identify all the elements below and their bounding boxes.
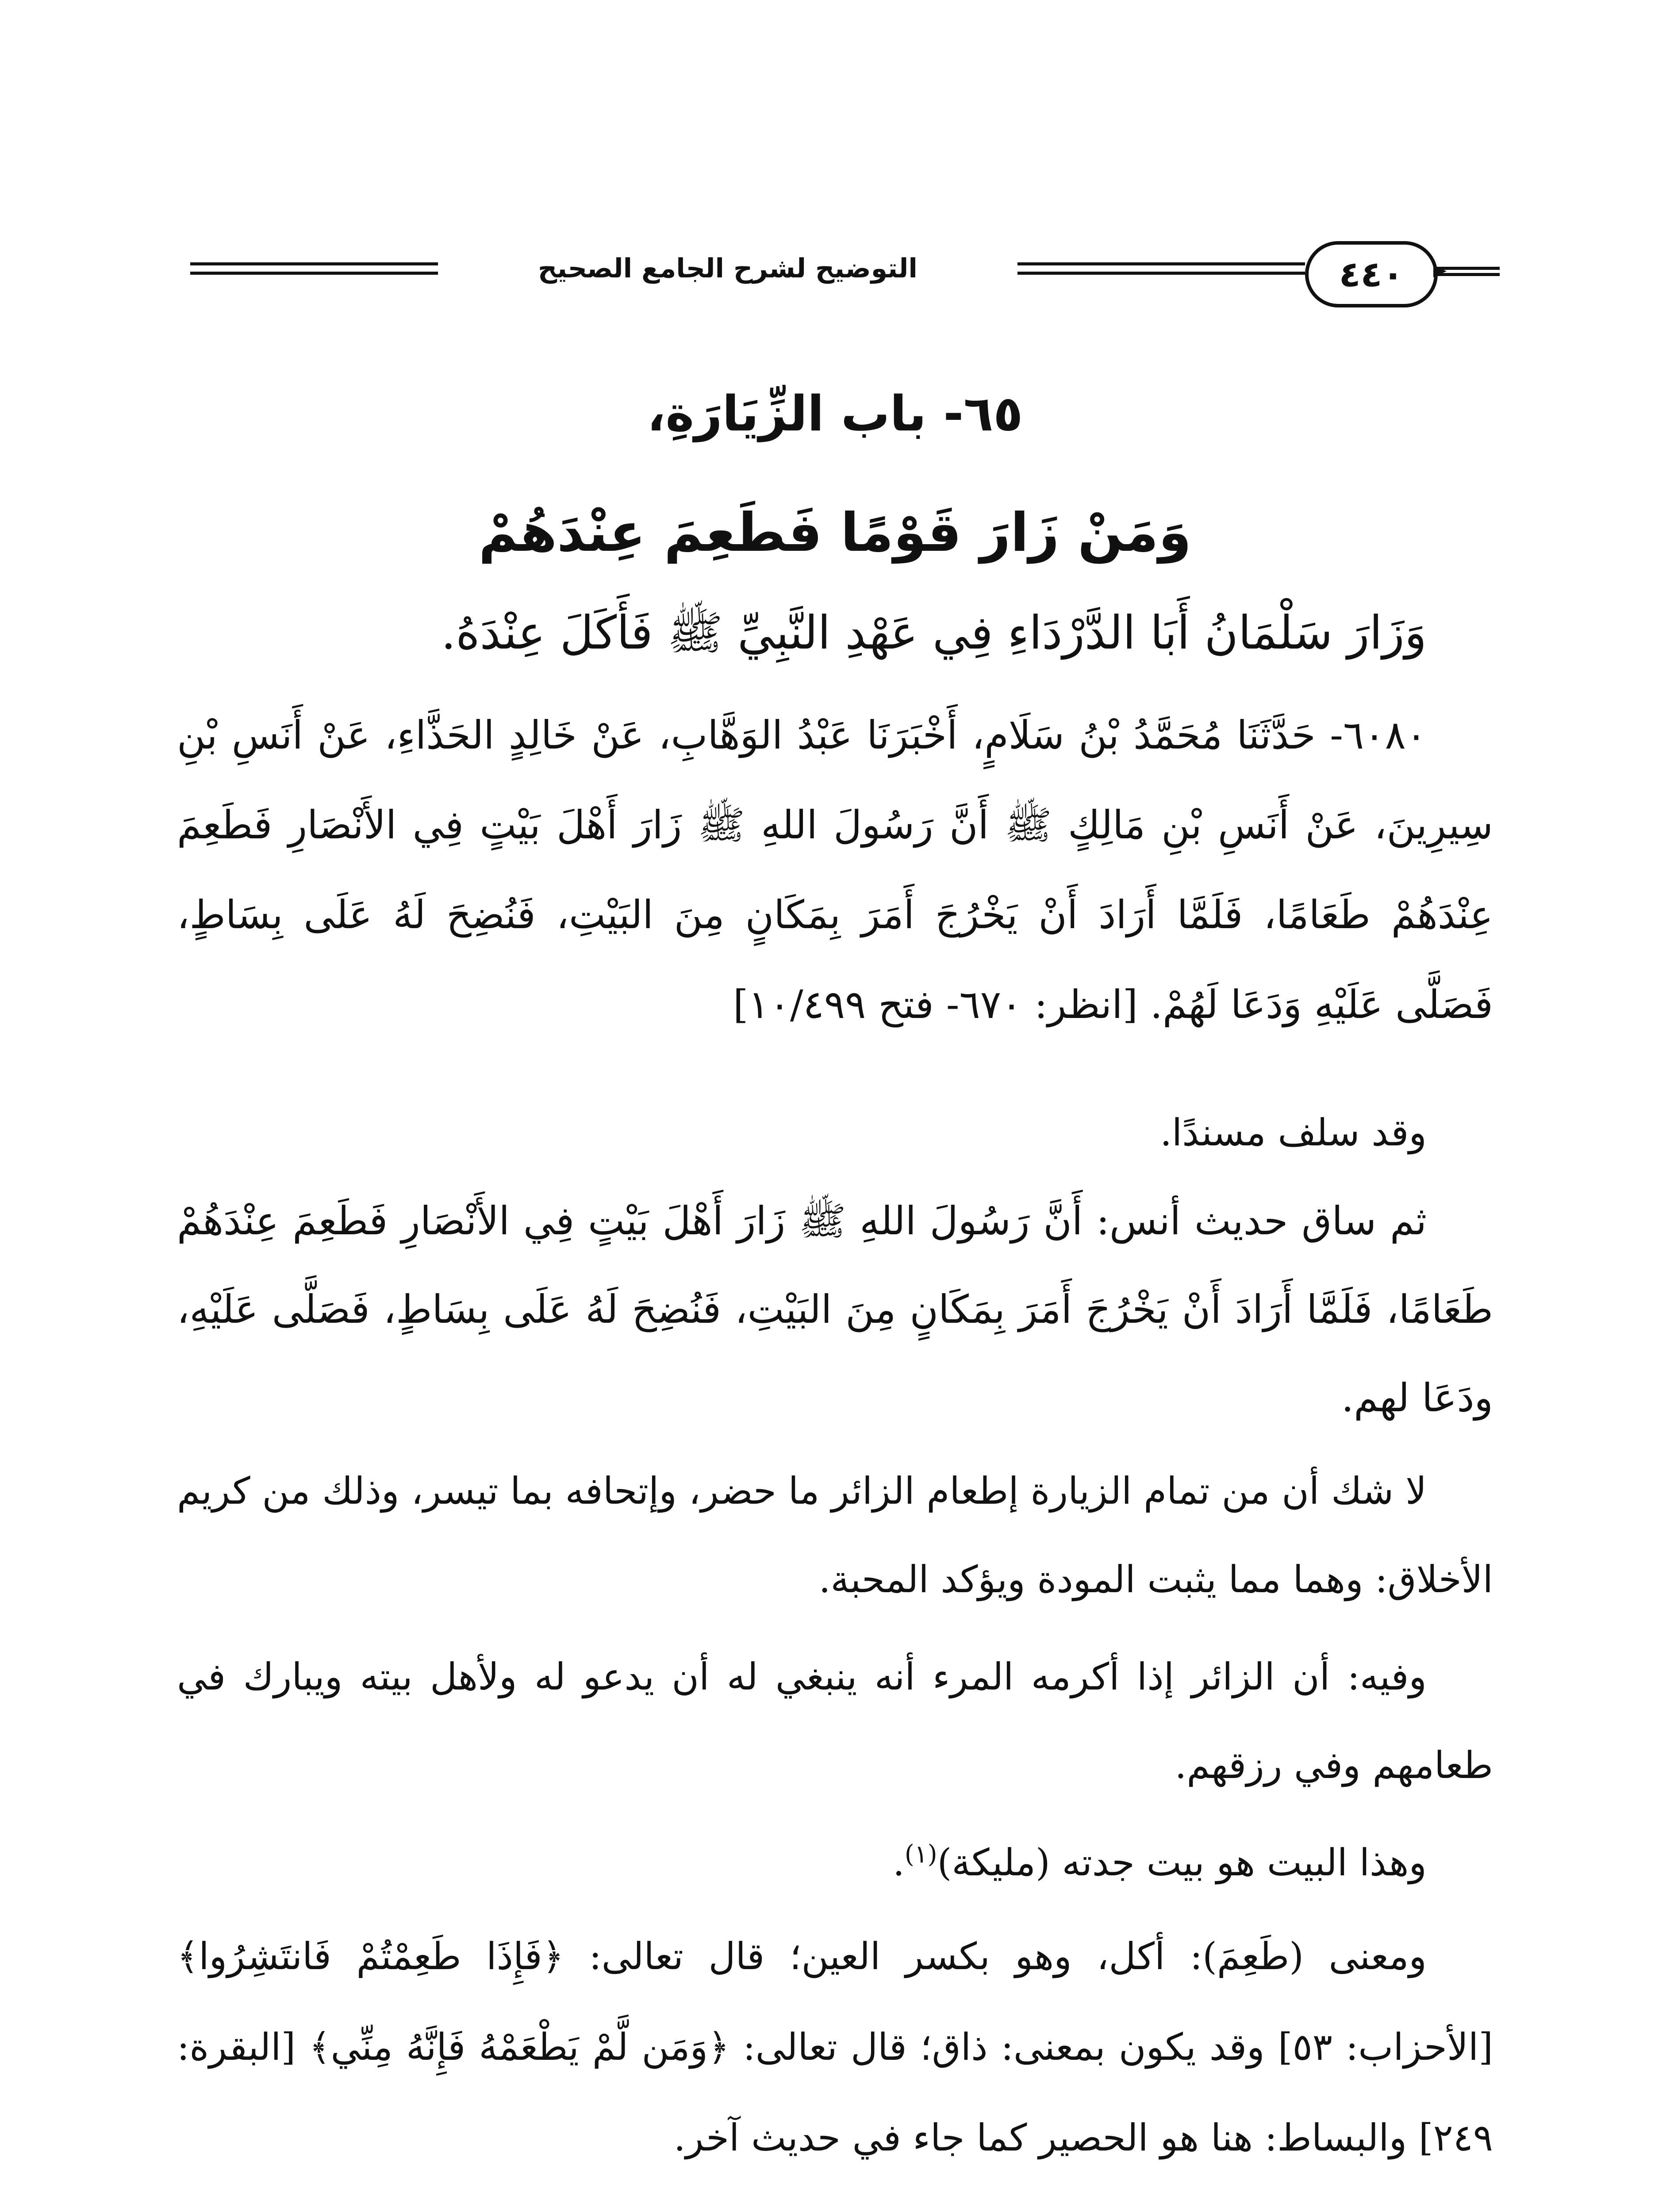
commentary-paragraph-4: وفيه: أن الزائر إذا أكرمه المرء أنه ينبغي له أن يدعو له ولأهل بيته ويبارك في طعامهم وفي رزقهم. [177,1655,1493,1787]
paragraph-5-text: وهذا البيت هو بيت جدته (مليكة) [937,1841,1427,1884]
hadith-text: ٦٠٨٠- حَدَّثَنَا مُحَمَّدُ بْنُ سَلَامٍ، أَخْبَرَنَا عَبْدُ الوَهَّابِ، عَنْ خَالِدٍ الحَذَّاءِ، عَنْ أَنَسِ بْنِ سِيرِينَ، عَنْ أَنَسِ بْنِ مَالِكٍ ﷺ أَنَّ رَسُولَ اللهِ ﷺ زَارَ أَهْلَ بَيْتٍ فِي الأَنْصَارِ فَطَعِمَ عِنْدَهُمْ طَعَامًا، فَلَمَّا أَرَادَ أَنْ يَخْرُجَ أَمَرَ بِمَكَانٍ مِنَ البَيْتِ، فَنُضِحَ لَهُ عَلَى بِسَاطٍ، فَصَلَّى عَلَيْهِ وَدَعَا لَهُمْ. [انظر: ٦٧٠- فتح ١٠/٤٩٩] [177,712,1493,1027]
paragraph-5-end: . [893,1841,905,1884]
header-book-title: التوضيح لشرح الجامع الصحيح [538,253,918,284]
commentary-paragraph-1: وقد سلف مسندًا. [1160,1111,1427,1154]
commentary-paragraph-2: ثم ساق حديث أنس: أَنَّ رَسُولَ اللهِ ﷺ زَارَ أَهْلَ بَيْتٍ فِي الأَنْصَارِ فَطَعِمَ عِنْدَهُمْ طَعَامًا، فَلَمَّا أَرَادَ أَنْ يَخْرُجَ أَمَرَ بِمَكَانٍ مِنَ البَيْتِ، فَنُضِحَ لَهُ عَلَى بِسَاطٍ، فَصَلَّى عَلَيْهِ، ودَعَا لهم. [177,1198,1493,1421]
header-ornament-icon [1433,265,1500,283]
chapter-title: ٦٥- باب الزِّيَارَةِ، [647,385,1023,442]
header-rule-left [190,262,438,265]
page-number: ٤٤٠ [1305,241,1438,307]
commentary-paragraph-5 [177,1818,1493,1907]
chapter-subtitle: وَمَنْ زَارَ قَوْمًا فَطَعِمَ عِنْدَهُمْ [478,502,1192,564]
running-header [190,241,1500,307]
footnote-reference[interactable]: (١) [904,1840,937,1869]
commentary-paragraph-6: ومعنى (طَعِمَ): أكل، وهو بكسر العين؛ قال تعالى: ﴿فَإِذَا طَعِمْتُمْ فَانتَشِرُوا﴾ [الأحزاب: ٥٣] وقد يكون بمعنى: ذاق؛ قال تعالى: ﴿وَمَن لَّمْ يَطْعَمْهُ فَإِنَّهُ مِنِّي﴾ [البقرة: ٢٤٩] والبساط: هنا هو الحصير كما جاء في حديث آخر. [177,1935,1493,2159]
header-rule-middle [1017,262,1305,265]
commentary-paragraph-3: لا شك أن من تمام الزيارة إطعام الزائر ما حضر، وإتحافه بما تيسر، وذلك من كريم الأخلاق: وهما مما يثبت المودة ويؤكد المحبة. [177,1469,1493,1601]
suspended-narration: وَزَارَ سَلْمَانُ أَبَا الدَّرْدَاءِ فِي عَهْدِ النَّبِيِّ ﷺ فَأَكَلَ عِنْدَهُ. [441,606,1427,660]
